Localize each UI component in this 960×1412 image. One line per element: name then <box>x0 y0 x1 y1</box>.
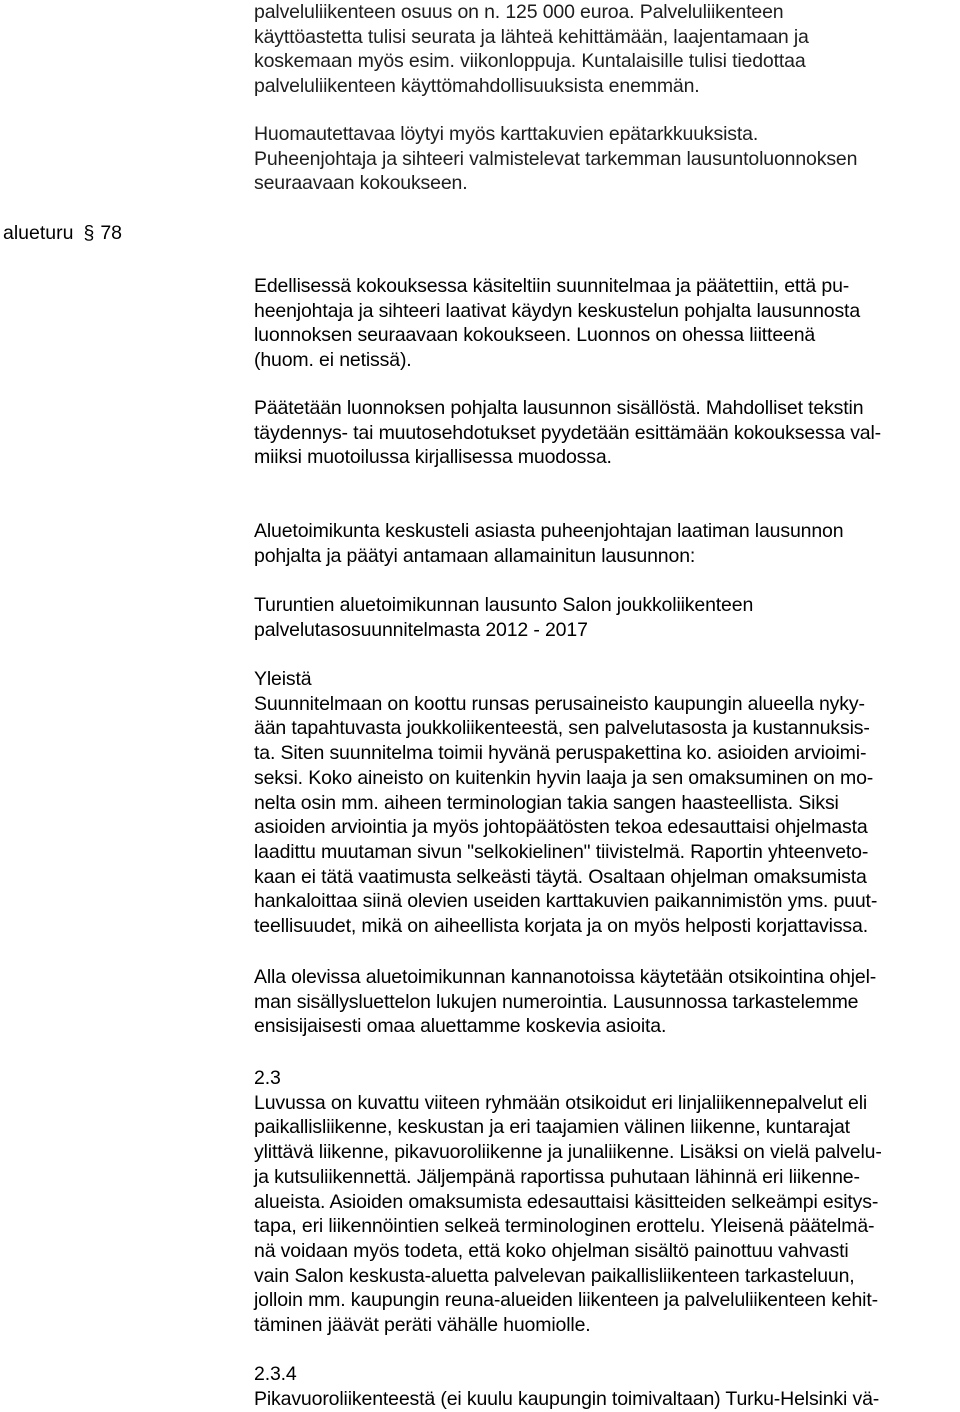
text-line: asioiden arviointia ja myös johtopäätösten tekoa edesauttaisi ohjelmasta <box>254 816 868 839</box>
text-line: täydennys- tai muutosehdotukset pyydetään esittämään kokouksessa val- <box>254 421 882 444</box>
text-line: pohjalta ja päätyi antamaan allamainitun lausunnon: <box>254 544 696 567</box>
section-number-2-3-4: 2.3.4 <box>254 1363 297 1385</box>
text-line: ta. Siten suunnitelma toimii hyvänä peruspakettina ko. asioiden arvioimi- <box>254 742 867 765</box>
section-2-3-4 <box>254 1362 960 1411</box>
paragraph-palveluliikenne-continued <box>254 0 960 99</box>
section-sign: § <box>83 222 95 244</box>
text-line: laadittu muutaman sivun "selkokielinen" tiivistelmä. Raportin yhteenveto- <box>254 840 869 863</box>
section-number-2-3: 2.3 <box>254 1067 281 1089</box>
text-line: miiksi muotoilussa kirjallisessa muodossa. <box>254 446 612 469</box>
text-line: seuraavaan kokoukseen. <box>254 172 468 195</box>
paragraph-general <box>254 667 960 939</box>
text-line: luonnoksen seuraavaan kokoukseen. Luonnos on ohessa liitteenä <box>254 324 816 347</box>
text-line: palveluliikenteen käyttömahdollisuuksista enemmän. <box>254 75 700 98</box>
section-2-3 <box>254 1066 960 1338</box>
text-line: man sisällysluettelon lukujen numerointia. Lausunnossa tarkastelemme <box>254 990 859 1013</box>
text-line: paikallisliikenne, keskustan ja eri taajamien välinen liikenne, kuntarajat <box>254 1116 850 1139</box>
text-line: Pikavuoroliikenteestä (ei kuulu kaupungin toimivaltaan) Turku-Helsinki vä- <box>254 1387 880 1410</box>
statement-title <box>254 593 960 642</box>
text-line: koskemaan myös esim. viikonloppuja. Kuntalaisille tulisi tiedottaa <box>254 50 806 73</box>
text-line: Edellisessä kokouksessa käsiteltiin suunnitelmaa ja päätettiin, että pu- <box>254 275 850 297</box>
section-label-text: alueturu <box>3 222 74 244</box>
text-line: alueista. Asioiden omaksumista edesauttaisi käsitteiden selkeämpi esitys- <box>254 1190 879 1213</box>
paragraph-headings-note <box>254 965 960 1039</box>
text-line: seksi. Koko aineisto on kuitenkin hyvin laaja ja sen omaksuminen on mo- <box>254 766 874 789</box>
text-line: (huom. ei netissä). <box>254 349 412 372</box>
paragraph-proposal <box>254 396 960 470</box>
text-line: käyttöastetta tulisi seurata ja lähteä kehittämään, laajentamaan ja <box>254 25 809 48</box>
text-line: ään tapahtuvasta joukkoliikenteestä, sen palvelutasosta ja kustannuksis- <box>254 717 870 740</box>
text-line: ensisijaisesti omaa aluettamme koskevia asioita. <box>254 1015 667 1038</box>
text-line: heenjohtaja ja sihteeri laativat käydyn keskustelun pohjalta lausunnosta <box>254 299 861 322</box>
text-line: jolloin mm. kaupungin reuna-alueiden liikenteen ja palveluliikenteen kehit- <box>254 1289 878 1312</box>
text-line: palveluliikenteen osuus on n. 125 000 euroa. Palveluliikenteen <box>254 1 784 23</box>
text-line: täminen jäävät peräti vähälle huomiolle. <box>254 1314 591 1337</box>
section-margin-label <box>3 221 122 246</box>
text-line: Alla olevissa aluetoimikunnan kannanotoissa käytetään otsikointina ohjel- <box>254 966 877 988</box>
paragraph-decision <box>254 519 960 568</box>
text-line: hankaloittaa siinä olevien useiden karttakuvien paikannimistön yms. puut- <box>254 890 878 913</box>
paragraph-previous-meeting <box>254 274 960 373</box>
text-line: vain Salon keskusta-aluetta palvelevan paikallisliikenteen tarkasteluun, <box>254 1264 855 1287</box>
section-number: 78 <box>100 222 123 244</box>
text-line: ja kutsuliikennettä. Jäljempänä raportissa puhutaan lähinnä eri liikenne- <box>254 1165 860 1188</box>
text-line: ylittävä liikenne, pikavuoroliikenne ja junaliikenne. Lisäksi on vielä palvelu- <box>254 1141 882 1164</box>
text-line: nelta osin mm. aiheen terminologian takia sangen haasteellista. Siksi <box>254 791 839 814</box>
text-line: teellisuudet, mikä on aiheellista korjata ja on myös helposti korjattavissa. <box>254 915 869 938</box>
paragraph-maps-note <box>254 122 960 196</box>
subheading-yleista: Yleistä <box>254 668 312 690</box>
text-line: Turuntien aluetoimikunnan lausunto Salon joukkoliikenteen <box>254 594 754 616</box>
text-line: Suunnitelmaan on koottu runsas perusaineisto kaupungin alueella nyky- <box>254 692 865 715</box>
text-line: palvelutasosuunnitelmasta 2012 - 2017 <box>254 618 588 641</box>
text-line: kaan ei tätä vaatimusta selkeästi täytä. Osaltaan ohjelman omaksumista <box>254 865 867 888</box>
text-line: Puheenjohtaja ja sihteeri valmistelevat tarkemman lausuntoluonnoksen <box>254 147 858 170</box>
text-line: Luvussa on kuvattu viiteen ryhmään otsikoidut eri linjaliikennepalvelut eli <box>254 1091 868 1114</box>
text-line: Aluetoimikunta keskusteli asiasta puheenjohtajan laatiman lausunnon <box>254 520 844 542</box>
text-line: nä voidaan myös todeta, että koko ohjelman sisältö painottuu vahvasti <box>254 1239 849 1262</box>
text-line: tapa, eri liikennöintien selkeä terminologinen erottelu. Yleisenä päätelmä- <box>254 1215 875 1238</box>
text-line: Huomautettavaa löytyi myös karttakuvien epätarkkuuksista. <box>254 123 759 145</box>
text-line: Päätetään luonnoksen pohjalta lausunnon sisällöstä. Mahdolliset tekstin <box>254 397 864 419</box>
